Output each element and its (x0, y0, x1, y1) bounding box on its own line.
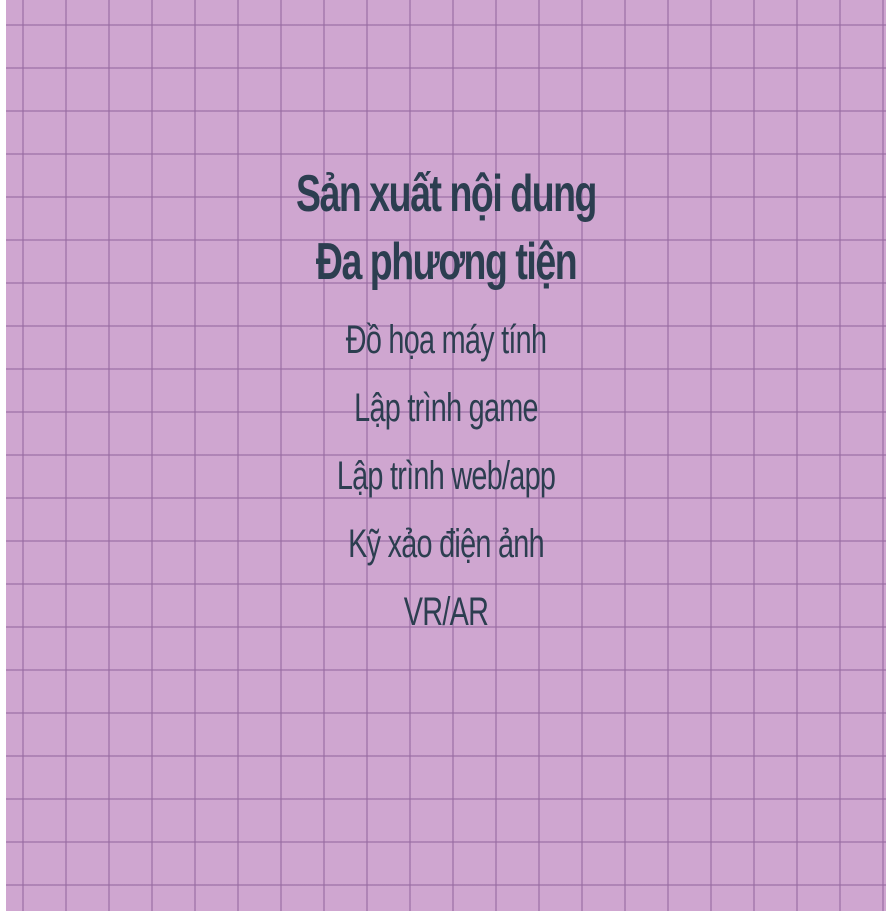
title-line-1: Sản xuất nội dung (295, 165, 596, 223)
page-title (129, 160, 763, 296)
topic-web-app-programming: Lập trình web/app (336, 454, 556, 498)
content-block (6, 160, 886, 646)
topic-list (6, 306, 886, 646)
topic-computer-graphics: Đồ họa máy tính (345, 318, 547, 362)
grid-background (6, 0, 886, 911)
topic-game-programming: Lập trình game (354, 386, 538, 430)
topic-vr-ar: VR/AR (403, 590, 489, 634)
topic-visual-effects: Kỹ xảo điện ảnh (348, 522, 544, 566)
title-line-2: Đa phương tiện (315, 233, 577, 291)
